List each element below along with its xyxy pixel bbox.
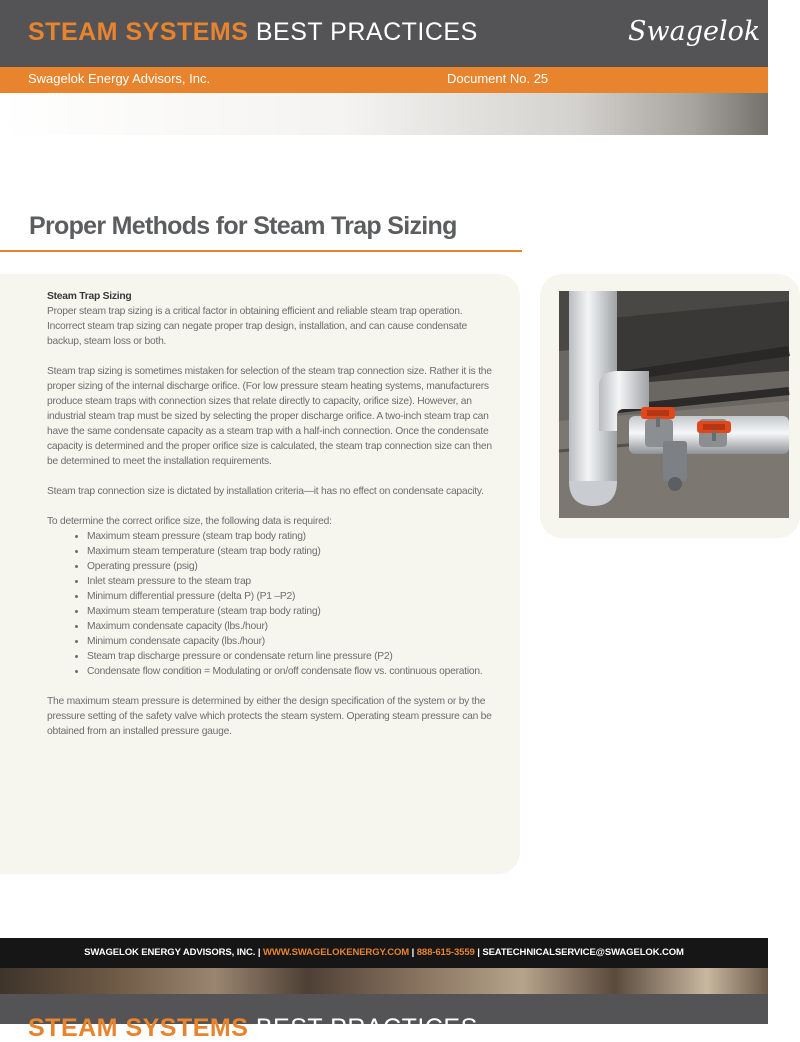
title-underline (0, 250, 522, 252)
document-number: Document No. 25 (447, 71, 549, 86)
list-item: • Inlet steam pressure to the steam trap (87, 574, 492, 589)
swagelok-logo: Swagelok (628, 16, 761, 47)
paragraph-1: Proper steam trap sizing is a critical factor in obtaining efficient and reliable steam trap operation. Incorrect steam trap sizing can negate proper trap design, installation, and can cause condensate backup, steam loss or both. (47, 306, 467, 347)
footer-photo-strip (0, 968, 768, 994)
footer-website-link[interactable]: WWW.SWAGELOKENERGY.COM (262, 947, 410, 958)
bottom-brand-bar (0, 994, 768, 1042)
footer-separator: | (474, 947, 483, 958)
contact-footer (0, 938, 768, 968)
list-item: • Condensate flow condition = Modulating or on/off condensate flow vs. continuous operation. (87, 664, 492, 679)
company-name: Swagelok Energy Advisors, Inc. (28, 71, 211, 86)
footer-company: SWAGELOK ENERGY ADVISORS, INC. (84, 947, 256, 958)
steam-trap-photo (559, 291, 789, 518)
brand-title-white: BEST PRACTICES (255, 18, 478, 46)
bottom-brand-title-white: BEST PRACTICES (255, 1014, 478, 1042)
footer-separator: | (409, 947, 417, 958)
page-title: Proper Methods for Steam Trap Sizing (29, 212, 457, 240)
footer-phone: 888-615-3559 (416, 947, 475, 958)
list-item: • Maximum steam temperature (steam trap body rating) (87, 604, 492, 619)
list-item: • Minimum differential pressure (delta P) (P1 –P2) (87, 589, 492, 604)
article-body (47, 289, 492, 754)
list-item: • Steam trap discharge pressure or condensate return line pressure (P2) (87, 649, 492, 664)
document-info-bar (0, 67, 768, 93)
requirements-list (47, 529, 492, 679)
list-item: • Maximum steam pressure (steam trap body rating) (87, 529, 492, 544)
paragraph-4: To determine the correct orifice size, the following data is required: (47, 516, 332, 527)
list-item: • Minimum condensate capacity (lbs./hour) (87, 634, 492, 649)
footer-email-link[interactable]: SEATECHNICALSERVICE@SWAGELOK.COM (482, 947, 684, 958)
list-item: • Operating pressure (psig) (87, 559, 492, 574)
list-item: • Maximum steam temperature (steam trap body rating) (87, 544, 492, 559)
bottom-brand-title-orange: STEAM SYSTEMS (28, 1014, 249, 1042)
footer-separator: | (255, 947, 263, 958)
paragraph-3: Steam trap connection size is dictated by installation criteria—it has no effect on condensate capacity. (47, 486, 484, 497)
bottom-brand-title (28, 1016, 478, 1041)
brand-title (28, 20, 478, 45)
header-bar (0, 0, 768, 67)
header-gradient-band (0, 93, 768, 135)
list-item: • Maximum condensate capacity (lbs./hour) (87, 619, 492, 634)
section-heading: Steam Trap Sizing (47, 291, 132, 302)
closing-paragraph: The maximum steam pressure is determined by either the design specification of the system or by the pressure setting of the safety valve which protects the steam system. Operating steam pressure can be obtained from an installed pressure gauge. (47, 696, 492, 737)
paragraph-2: Steam trap sizing is sometimes mistaken for selection of the steam trap connection size. Rather it is the proper sizing of the internal discharge orifice. (For low pressure steam heating systems, manufacturers produce steam traps with connection sizes that relate directly to capacity, orifice size). However, an industrial steam trap must be sized by selecting the proper discharge orifice. A two-inch steam trap can have the same condensate capacity as a steam trap with a half-inch connection. Once the condensate capacity is determined and the proper orifice size is calculated, the steam trap connection size can then be determined to meet the installation requirements. (47, 366, 492, 467)
brand-title-orange: STEAM SYSTEMS (28, 18, 249, 46)
